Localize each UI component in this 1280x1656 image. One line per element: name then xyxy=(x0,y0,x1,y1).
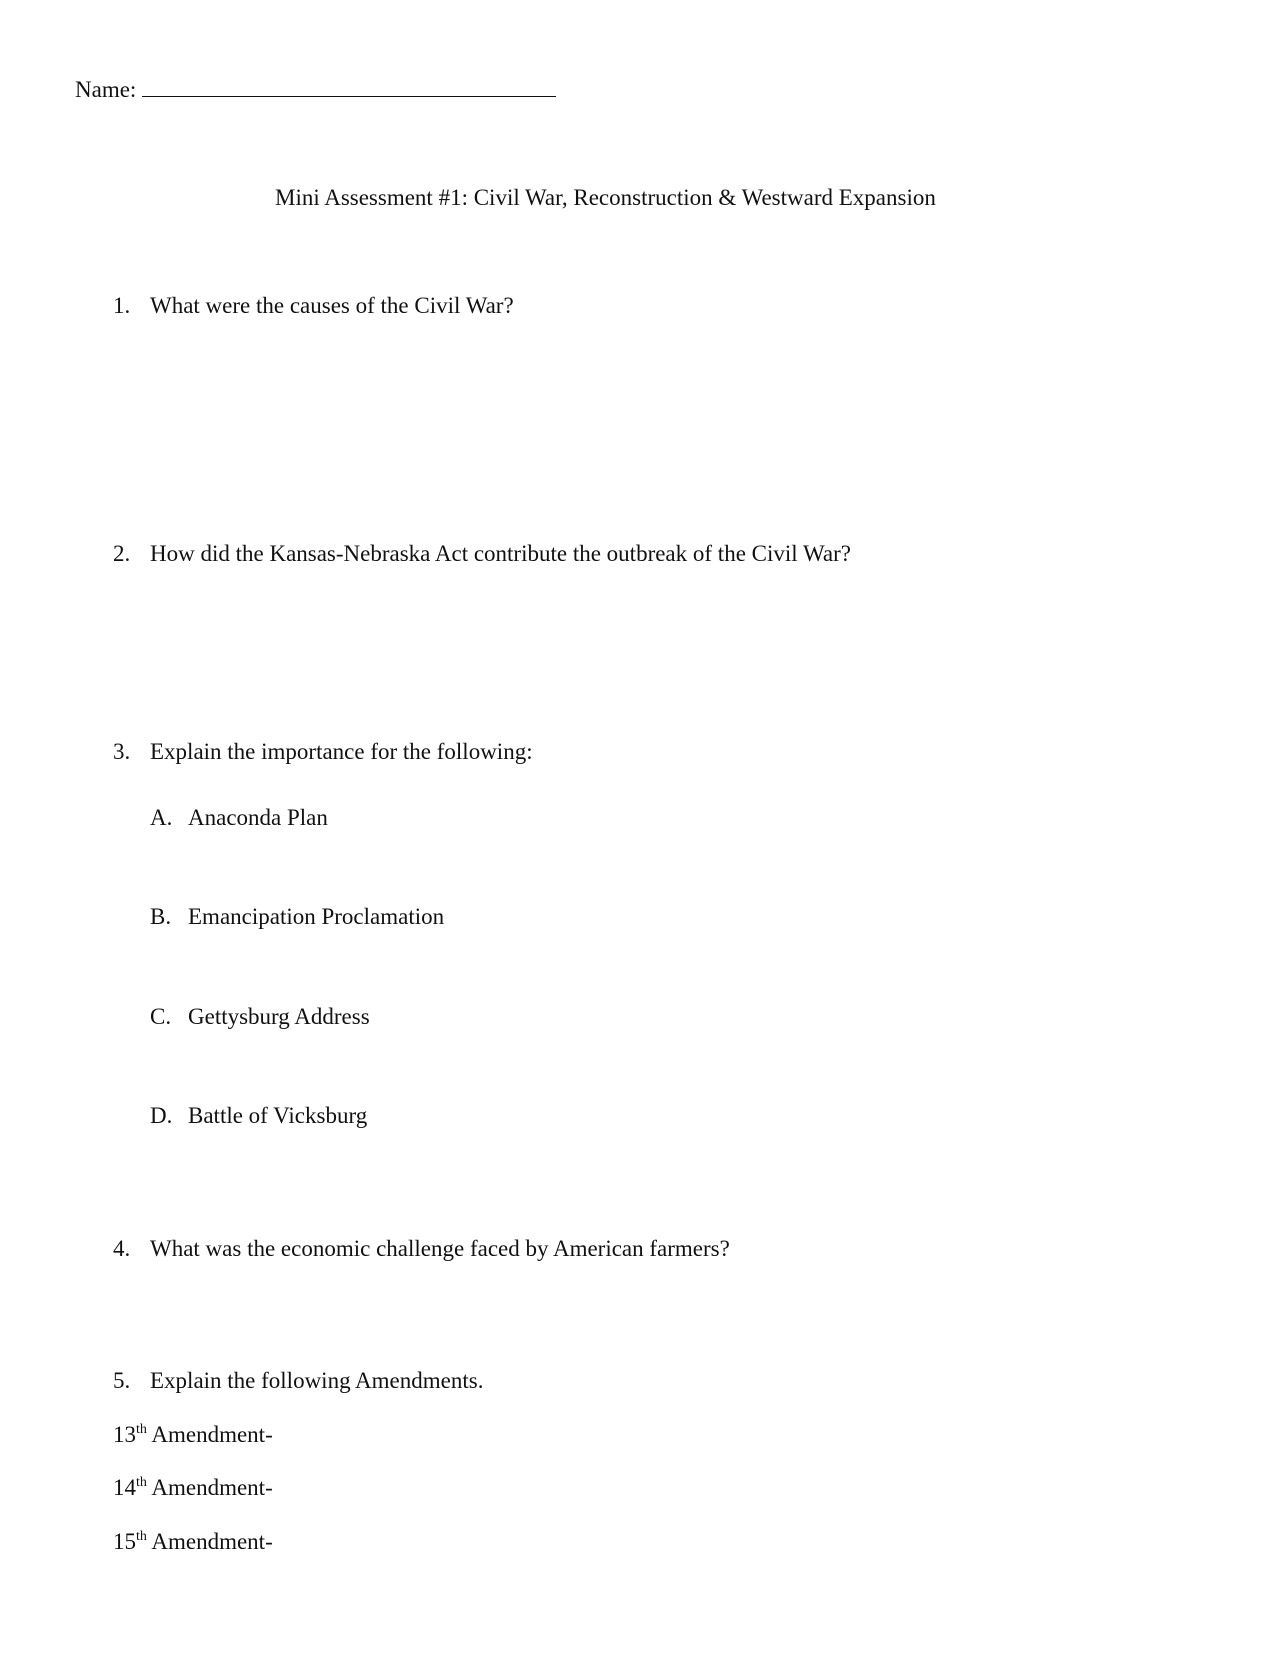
sub-item-d xyxy=(150,1102,367,1130)
sub-item-letter: D. xyxy=(150,1103,173,1128)
sub-item-text: Anaconda Plan xyxy=(188,805,328,830)
question-number: 5. xyxy=(113,1368,131,1393)
question-number: 2. xyxy=(113,541,131,566)
question-number: 1. xyxy=(113,293,131,318)
amendment-number: 13 xyxy=(113,1422,136,1447)
sub-item-text: Gettysburg Address xyxy=(188,1004,370,1029)
sub-item-letter: C. xyxy=(150,1004,172,1029)
sub-item-b xyxy=(150,903,444,931)
question-number: 4. xyxy=(113,1236,131,1261)
amendment-suffix: th xyxy=(136,1475,147,1490)
amendment-suffix: th xyxy=(136,1422,147,1437)
question-text: Explain the importance for the following: xyxy=(150,739,533,764)
amendment-14 xyxy=(113,1474,273,1502)
sub-item-letter: B. xyxy=(150,904,172,929)
sub-item-text: Emancipation Proclamation xyxy=(188,904,445,929)
page-title: Mini Assessment #1: Civil War, Reconstruction & Westward Expansion xyxy=(275,185,936,210)
amendment-suffix: th xyxy=(136,1529,147,1544)
question-text: How did the Kansas-Nebraska Act contribute the outbreak of the Civil War? xyxy=(150,541,851,566)
question-5 xyxy=(113,1367,483,1395)
question-4 xyxy=(113,1235,730,1263)
amendment-15 xyxy=(113,1528,273,1556)
question-1 xyxy=(113,292,514,320)
amendment-13 xyxy=(113,1421,273,1449)
sub-item-text: Battle of Vicksburg xyxy=(188,1103,368,1128)
amendment-label: Amendment- xyxy=(146,1475,273,1500)
name-label: Name: xyxy=(75,77,137,102)
question-number: 3. xyxy=(113,739,131,764)
amendment-number: 14 xyxy=(113,1475,136,1500)
sub-item-letter: A. xyxy=(150,805,173,830)
amendment-label: Amendment- xyxy=(146,1529,273,1554)
question-3 xyxy=(113,738,533,766)
question-text: What were the causes of the Civil War? xyxy=(150,293,514,318)
name-field-row xyxy=(75,76,556,104)
question-text: What was the economic challenge faced by American farmers? xyxy=(150,1236,730,1261)
question-text: Explain the following Amendments. xyxy=(150,1368,484,1393)
amendment-label: Amendment- xyxy=(146,1422,273,1447)
sub-item-a xyxy=(150,804,328,832)
question-2 xyxy=(113,540,851,568)
sub-item-c xyxy=(150,1003,370,1031)
name-blank-line[interactable] xyxy=(142,76,556,97)
amendment-number: 15 xyxy=(113,1529,136,1554)
